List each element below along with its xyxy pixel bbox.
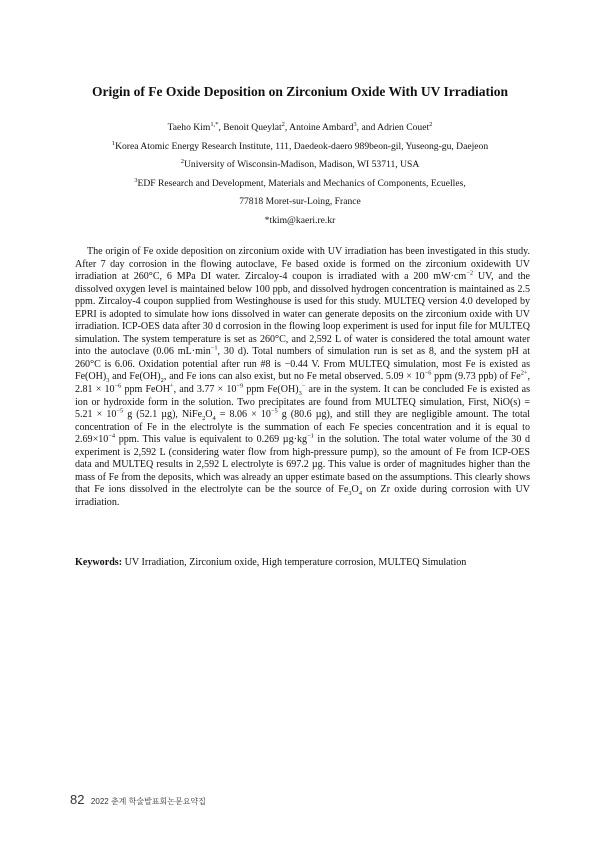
affiliation-text: 77818 Moret-sur-Loing, France [239, 196, 361, 208]
abstract-paragraph [75, 246, 530, 509]
author-name: Taeho Kim [167, 122, 211, 133]
superscript: −5 [116, 407, 124, 415]
affiliation-marker: 1 [111, 139, 116, 147]
abstract-text: , 30 d). Total numbers of simulation run is set as 8, and the system pH at 260°C is 6.06. Oxidation potential after run #8 is −0.44 V. From MULTEQ simulation, most Fe is existed as Fe(OH) [75, 346, 530, 383]
author-affil-marker: 2 [281, 120, 285, 128]
abstract-text: ppm. This value is equivalent to 0.269 µg·kg [115, 434, 307, 446]
abstract-text: O [205, 409, 213, 421]
abstract-text: on Zr oxide during corrosion with UV irradiation. [75, 484, 530, 508]
abstract-text: g (80.6 µg), and still they are negligible amount. The total concentration of Fe in the electrolyte is the summation of each Fe species concentration and it is equal to 2.69×10 [75, 409, 530, 446]
superscript: 2+ [520, 370, 528, 378]
subscript: 2 [202, 415, 206, 423]
superscript: −1 [307, 432, 314, 440]
author-list [0, 119, 600, 138]
author-separator: , and [356, 122, 378, 133]
author-separator: , [218, 122, 224, 133]
author-block [0, 119, 600, 231]
affiliation-line [0, 138, 600, 157]
superscript: + [170, 382, 174, 390]
page-footer [70, 791, 206, 809]
keywords-text: UV Irradiation, Zirconium oxide, High temperature corrosion, MULTEQ Simulation [122, 557, 467, 568]
subscript: 3 [348, 490, 352, 498]
author-name: Adrien Couet [377, 122, 430, 133]
superscript: −5 [270, 407, 278, 415]
abstract-text: = 8.06 × 10 [215, 409, 271, 421]
keywords-line [75, 557, 535, 568]
abstract-text: , and Fe ions can also exist, but no Fe metal observed. 5.09 × 10 [163, 371, 425, 383]
affiliation-text: EDF Research and Development, Materials and Mechanics of Components, Ecuelles, [137, 177, 466, 189]
abstract-text: , and 3.77 × 10 [173, 384, 237, 396]
abstract-text: and Fe(OH) [109, 371, 161, 383]
subscript: 4 [212, 415, 216, 423]
affiliation-line [0, 156, 600, 175]
superscript: −2 [466, 269, 474, 277]
superscript: −6 [114, 382, 122, 390]
abstract-text: UV, and the dissolved oxygen level is maintained below 100 ppb, and dissolved hydrogen concentration is maintained as 2.5 ppm. Zircaloy-4 coupon supplied from Westinghouse is used for this study. MULTEQ version 4.0 developed by EPRI is adopted to simulate how ions dissolved in water can generate deposits on the zirconium oxide with UV irradiation. ICP-OES data after 30 d corrosion in the flowing loop experiment is used for input file for MULTEQ simulation. The system temperature is set as 260°C, and 2,592 L of water is considered the total amount water into the autoclave (0.06 mL·min [75, 271, 530, 358]
abstract-text: are in the system. It can be concluded Fe is existed as ion or hydroxide form in the solution. Two precipitates are found from MULTEQ simulation, First, NiO(s) = 5.21 × 10 [75, 384, 530, 421]
abstract-text: ppm Fe(OH) [243, 384, 299, 396]
affiliation-text: University of Wisconsin-Madison, Madison, WI 53711, USA [183, 159, 420, 171]
abstract-text: in the solution. The total water volume of the 30 d experiment is 2,592 L (considering water flow from high-pressure pump), so the amount of Fe from ICP-OES data and MULTEQ results in 2,592 L electrolyte is 697.2 µg. This value is order of magnitudes higher than the mass of Fe from the deposits, which was already an upper estimate based on the assumptions. This clearly shows that Fe ions dissolved in the electrolyte can be the source of Fe [75, 434, 530, 496]
author-name: Antoine Ambard [289, 122, 354, 133]
subscript: 3 [106, 377, 110, 385]
abstract-text: ppm (9.73 ppb) of Fe [431, 371, 521, 383]
abstract-text: ppm FeOH [121, 384, 170, 396]
author-affil-marker: 1,* [210, 120, 219, 128]
abstract-text: The origin of Fe oxide deposition on zirconium oxide with UV irradiation has been investigated in this study. After 7 day corrosion in the flowing autoclave, Fe based oxide is formed on the zirconium oxidewith UV irradiation at 260°C, 6 MPa DI water. Zircaloy-4 coupon is irradiated with a 200 mW·cm [75, 246, 530, 283]
abstract-text: g (52.1 µg), NiFe [123, 409, 203, 421]
subscript: 2 [160, 377, 164, 385]
superscript: − [301, 382, 306, 390]
page-number: 82 [70, 792, 85, 807]
superscript: −6 [424, 370, 432, 378]
abstract-text: , 2.81 × 10 [75, 371, 531, 396]
superscript: −9 [236, 382, 244, 390]
author-name: Benoit Queylat [223, 122, 282, 133]
abstract-text: O [351, 484, 359, 496]
affiliation-line [0, 175, 600, 194]
affiliation-marker: 2 [180, 158, 184, 165]
author-separator: , [284, 122, 290, 133]
affiliation-marker: 3 [134, 176, 138, 184]
author-affil-marker: 3 [353, 120, 357, 128]
superscript: −1 [210, 345, 218, 353]
subscript: 3 [298, 390, 302, 398]
superscript: −4 [108, 432, 116, 440]
proceedings-title: 2022 춘계 학술발표회논문요약집 [90, 797, 206, 806]
keywords-label: Keywords: [75, 557, 123, 568]
subscript: 4 [358, 490, 363, 498]
paper-title: Origin of Fe Oxide Deposition on Zirconium Oxide With UV Irradiation [91, 84, 509, 99]
contact-email: *tkim@kaeri.re.kr [264, 214, 336, 226]
author-affil-marker: 2 [429, 120, 433, 128]
affiliation-text: Korea Atomic Energy Research Institute, 111, Daedeok-daero 989beon-gil, Yuseong-gu, Daejeon [115, 140, 489, 152]
affiliation-line [0, 193, 600, 212]
